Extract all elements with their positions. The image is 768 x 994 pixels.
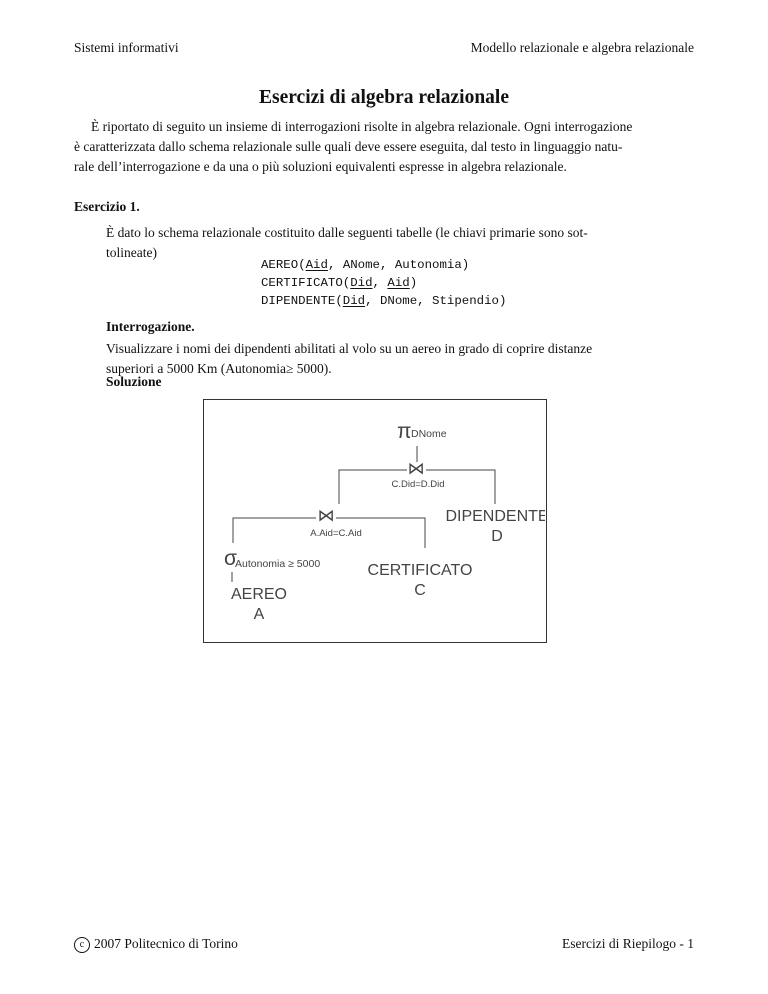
alias-dipendente: D [491,528,503,545]
relational-schema [261,256,506,310]
query-text-line: Visualizzare i nomi dei dipendenti abilitati al volo su un aereo in grado di coprire distanze [106,341,593,356]
query-text [106,339,686,379]
running-header-left: Sistemi informativi [74,40,179,55]
attribute: ANome [342,258,380,272]
attribute: DNome [379,294,418,308]
primary-key: Did [350,276,373,290]
table-name: AEREO [261,258,299,272]
footer-left [74,936,238,953]
selection-condition: Autonomia ≥ 5000 [235,558,321,570]
page-title: Esercizi di algebra relazionale [258,87,510,108]
query-text-line: superiori a 5000 Km (Autonomia≥ 5000). [106,361,332,376]
projection-attribute: DNome [411,428,447,440]
exercise-text-line: tolineate) [106,245,157,260]
query-tree-svg [204,400,545,641]
exercise-heading: Esercizio 1. [74,199,140,214]
intro-line: è caratterizzata dallo schema relazionale sulle quali deve essere eseguita, dal testo in linguaggio natu- [74,139,623,154]
inner-join-condition: A.Aid=C.Aid [310,528,362,539]
schema-row-dipendente: DIPENDENTE(Did, DNome, Stipendio) [261,294,507,308]
relation-certificato: CERTIFICATO [367,562,473,579]
projection-symbol: π [397,420,412,443]
footer-page-label: Esercizi di Riepilogo - 1 [562,936,694,951]
intro-line: rale dell’interrogazione e da una o più soluzioni equivalenti espresse in algebra relazionale. [74,159,567,174]
table-name: CERTIFICATO [261,276,343,290]
footer-copyright-text: 2007 Politecnico di Torino [94,936,238,951]
schema-row-certificato: CERTIFICATO(Did, Aid) [261,276,418,290]
relation-aereo: AEREO [230,586,288,603]
top-join-condition: C.Did=D.Did [391,479,445,490]
attribute: Stipendio [432,294,499,308]
intro-paragraph [74,117,698,177]
primary-key: Aid [387,276,410,290]
relation-dipendente: DIPENDENTE [445,508,545,525]
table-name: DIPENDENTE [261,294,336,308]
query-tree-diagram [203,399,547,643]
primary-key: Did [342,294,366,308]
selection-symbol: σ [224,547,237,570]
intro-line: È riportato di seguito un insieme di interrogazioni risolte in algebra relazionale. Ogni interrogazione [91,119,633,134]
copyright-icon: c [74,937,90,953]
running-header-right: Modello relazionale e algebra relazionale [470,40,694,55]
solution-heading: Soluzione [106,374,162,389]
join-symbol: ⋈ [407,459,425,478]
alias-certificato: C [414,582,426,599]
attribute: Autonomia [394,258,462,272]
exercise-text-line: È dato lo schema relazionale costituito dalle seguenti tabelle (le chiavi primarie sono sot- [106,225,588,240]
primary-key: Aid [305,258,328,272]
join-symbol: ⋈ [317,506,335,525]
schema-row-aereo: AEREO(Aid, ANome, Autonomia) [261,258,470,272]
alias-aereo: A [253,606,265,623]
query-heading: Interrogazione. [106,319,195,334]
edge-innerjoin-selection [233,518,316,543]
